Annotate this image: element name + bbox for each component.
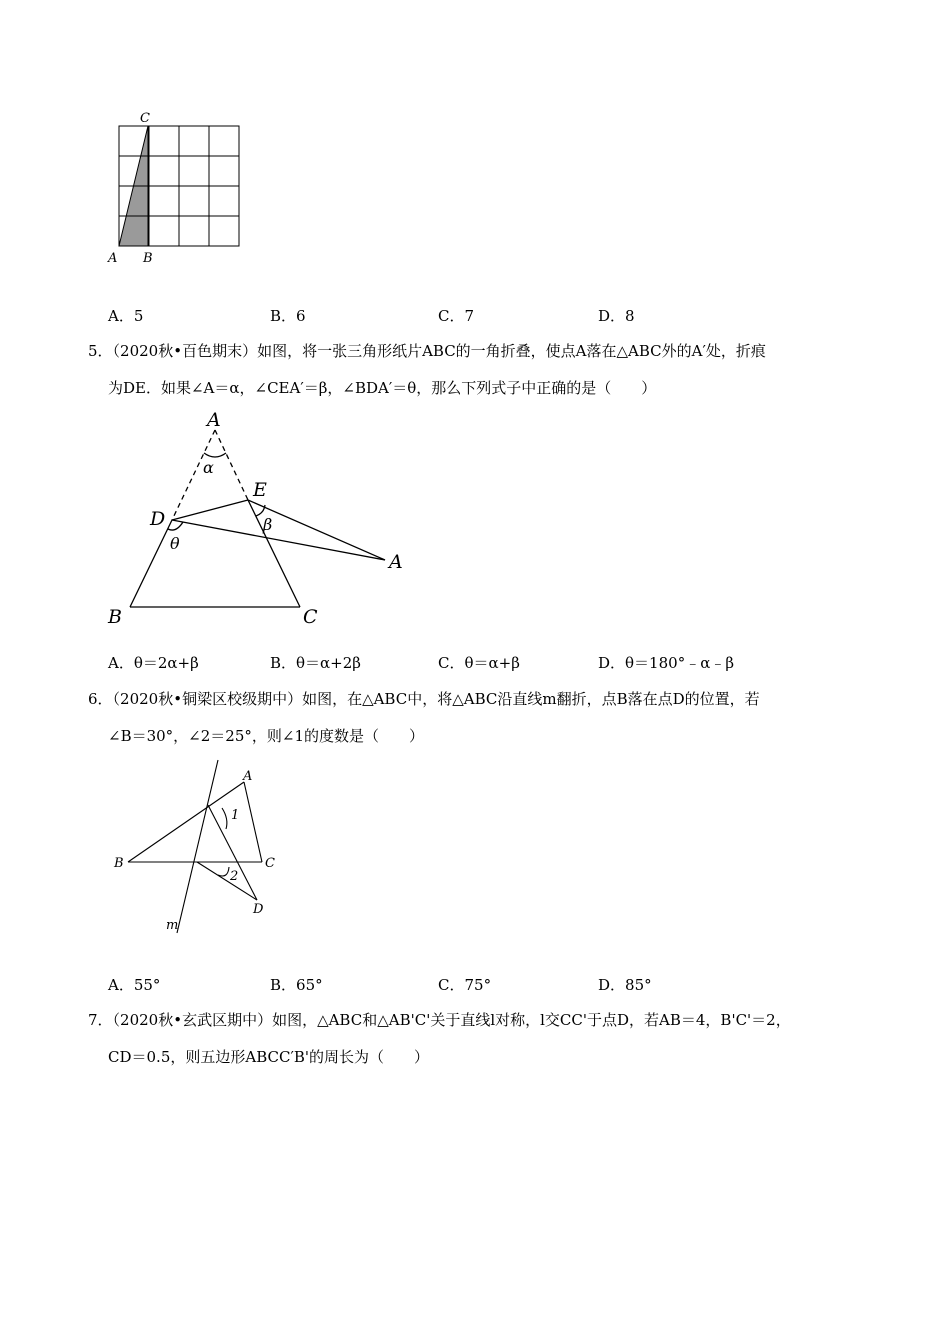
q4-option-a[interactable]: A．5 (108, 307, 144, 325)
q4-option-d[interactable]: D．8 (598, 307, 635, 325)
label-d: D (253, 902, 264, 917)
q6-stem-line1: 6．（2020秋•铜梁区校级期中）如图，在△ABC中，将△ABC沿直线m翻折，点B落在点D的位置，若 (88, 690, 760, 708)
fold-d-segment (197, 862, 257, 900)
q7-stem-line1: 7．（2020秋•玄武区期中）如图，△ABC和△AB'C'关于直线l对称，l交CC'于点D，若AB＝4，B'C'＝2， (88, 1011, 791, 1029)
side-ac (244, 782, 262, 862)
label-theta: θ (170, 534, 180, 553)
q5-option-b[interactable]: B．θ＝α+2β (270, 654, 361, 672)
label-2: 2 (230, 869, 239, 884)
label-c: C (140, 111, 150, 126)
label-beta: β (263, 515, 273, 534)
arc-alpha (204, 453, 226, 457)
q6-option-b[interactable]: B．65° (270, 976, 323, 994)
dashed-ae (215, 430, 248, 500)
q4-option-b[interactable]: B．6 (270, 307, 306, 325)
label-a-prime: A (389, 551, 403, 573)
grid-triangle-figure (100, 105, 250, 270)
side-db (130, 520, 172, 607)
label-b: B (143, 251, 153, 266)
label-d: D (150, 508, 166, 530)
label-c: C (303, 606, 318, 628)
label-a: A (207, 409, 221, 431)
q5-option-d[interactable]: D．θ＝180°﹣α﹣β (598, 654, 734, 672)
label-m: m (166, 918, 179, 933)
folded-triangle-figure (100, 405, 420, 635)
q6-option-c[interactable]: C．75° (438, 976, 492, 994)
reflected-triangle-figure (100, 755, 300, 940)
label-b: B (108, 606, 122, 628)
q6-stem-line2: ∠B＝30°，∠2＝25°，则∠1的度数是（ ） (108, 727, 424, 745)
arc-1 (222, 808, 227, 829)
q5-stem-line2: 为DE．如果∠A＝α，∠CEA′＝β，∠BDA′＝θ，那么下列式子中正确的是（ ） (108, 379, 657, 397)
label-a: A (108, 251, 118, 266)
q5-option-a[interactable]: A．θ＝2α+β (108, 654, 199, 672)
label-alpha: α (203, 458, 214, 477)
label-c: C (265, 856, 275, 871)
q7-stem-line2: CD＝0.5，则五边形ABCC′B'的周长为（ ） (108, 1048, 430, 1066)
line-m (177, 760, 218, 933)
fold-de (172, 500, 248, 520)
label-e: E (253, 479, 267, 501)
fold-da-prime (172, 520, 385, 560)
q4-option-c[interactable]: C．7 (438, 307, 475, 325)
q6-option-a[interactable]: A．55° (108, 976, 161, 994)
label-b: B (114, 856, 124, 871)
arc-2 (218, 867, 229, 876)
q5-stem-line1: 5．（2020秋•百色期末）如图，将一张三角形纸片ABC的一角折叠，使点A落在△ABC外的A′处，折痕 (88, 342, 766, 360)
q5-option-c[interactable]: C．θ＝α+β (438, 654, 520, 672)
q6-option-d[interactable]: D．85° (598, 976, 652, 994)
label-a: A (243, 769, 253, 784)
label-1: 1 (231, 808, 240, 823)
side-ec (248, 500, 300, 607)
